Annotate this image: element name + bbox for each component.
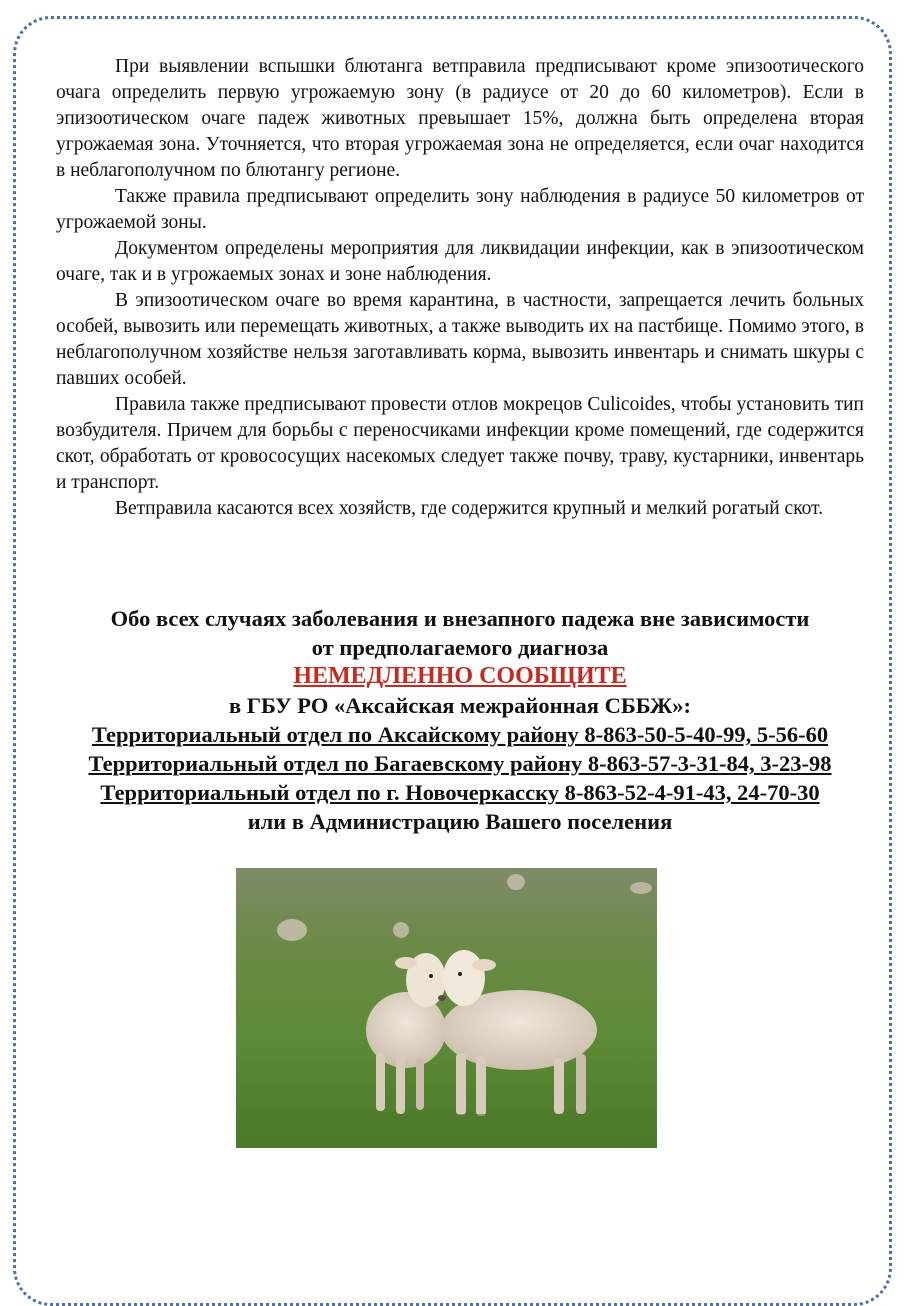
paragraph: Также правила предписывают определить зону наблюдения в радиусе 50 километров от угрожаемой зоны. [56, 186, 864, 233]
paragraph: При выявлении вспышки блютанга ветправила предписывают кроме эпизоотического очага определить первую угрожаемую зону (в радиусе от 20 до 60 километров). Если в эпизоотическом очаге падеж животных превышает 15%, должна быть определена вторая угрожаемая зона. Уточняется, что вторая угрожаемая зона не определяется, если очаг находится в неблагополучном по блютангу регионе. [56, 56, 864, 181]
background-sheep [277, 919, 307, 941]
organization-name: в ГБУ РО «Аксайская межрайонная СББЖ»: [228, 693, 692, 718]
paragraph: Ветправила касаются всех хозяйств, где содержится крупный и мелкий рогатый скот. [115, 498, 824, 519]
article-body [56, 54, 864, 522]
paragraph: Документом определены мероприятия для ликвидации инфекции, как в эпизоотическом очаге, так и в угрожаемых зонах и зоне наблюдения. [56, 238, 864, 285]
report-notice [40, 604, 880, 836]
contact-bagaevsky: Территориальный отдел по Багаевскому району 8-863-57-3-31-84, 3-23-98 [88, 751, 832, 776]
lambs-illustration [236, 868, 657, 1148]
paragraph: В эпизоотическом очаге во время карантина, в частности, запрещается лечить больных особей, вывозить или перемещать животных, а также выводить их на пастбище. Помимо этого, в неблагополучном хозяйстве нельзя заготавливать корма, вывозить инвентарь и снимать шкуры с павших особей. [56, 290, 864, 389]
lambs-photo [236, 868, 657, 1148]
contact-novocherkassk: Территориальный отдел по г. Новочеркасску 8-863-52-4-91-43, 24-70-30 [100, 780, 820, 805]
notice-closing: или в Администрацию Вашего поселения [247, 809, 673, 834]
notice-line-2: от предполагаемого диагноза [311, 635, 609, 660]
urgent-callout: НЕМЕДЛЕННО СООБЩИТЕ [293, 663, 627, 689]
contact-aksay: Территориальный отдел по Аксайскому району 8-863-50-5-40-99, 5-56-60 [91, 722, 829, 747]
notice-line-1: Обо всех случаях заболевания и внезапного падежа вне зависимости [110, 606, 810, 631]
paragraph: Правила также предписывают провести отлов мокрецов Culicoides, чтобы установить тип возбудителя. Причем для борьбы с переносчиками инфекции кроме помещений, где содержится скот, обработать от кровососущих насекомых следует также почву, траву, кустарники, инвентарь и транспорт. [56, 394, 864, 493]
